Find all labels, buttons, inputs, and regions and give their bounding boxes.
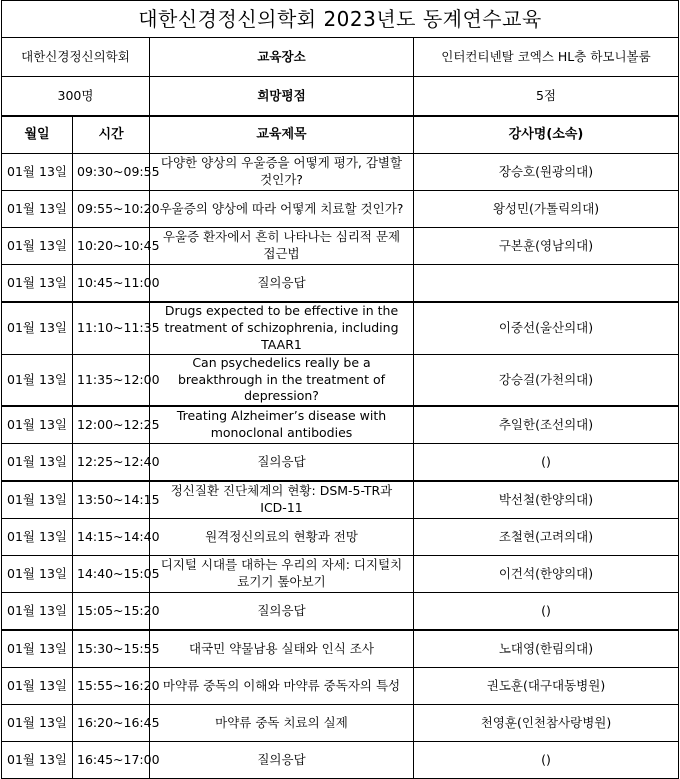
session-speaker: 천영훈(인천참사랑병원) (414, 705, 679, 742)
info-row-score (2, 77, 679, 117)
session-time: 10:45~11:00 (73, 265, 150, 303)
table-row (2, 630, 679, 668)
session-time: 10:20~10:45 (73, 228, 150, 265)
session-time: 09:30~09:55 (73, 154, 150, 191)
session-subject: 질의응답 (150, 265, 414, 303)
session-time: 16:20~16:45 (73, 705, 150, 742)
session-date: 01월 13일 (2, 354, 73, 406)
session-subject: 대국민 약물남용 실태와 인식 조사 (150, 630, 414, 668)
session-time: 09:55~10:20 (73, 191, 150, 228)
session-time: 13:50~14:15 (73, 481, 150, 519)
session-subject: 질의응답 (150, 742, 414, 779)
session-speaker: 박선철(한양의대) (414, 481, 679, 519)
session-date: 01월 13일 (2, 630, 73, 668)
header-time: 시간 (73, 116, 150, 154)
session-speaker: () (414, 444, 679, 482)
session-date: 01월 13일 (2, 481, 73, 519)
table-row (2, 519, 679, 556)
session-subject: 우울증 환자에서 흔히 나타나는 심리적 문제 접근법 (150, 228, 414, 265)
session-time: 11:35~12:00 (73, 354, 150, 406)
session-subject: 다양한 양상의 우울증을 어떻게 평가, 감별할 것인가? (150, 154, 414, 191)
session-subject: 디지털 시대를 대하는 우리의 자세: 디지털치료기기 톺아보기 (150, 556, 414, 593)
session-subject: 질의응답 (150, 444, 414, 482)
session-speaker: 추일한(조선의대) (414, 406, 679, 444)
table-row (2, 228, 679, 265)
venue-label: 교육장소 (150, 38, 414, 77)
session-time: 15:05~15:20 (73, 593, 150, 631)
session-date: 01월 13일 (2, 265, 73, 303)
header-row (2, 116, 679, 154)
header-speaker: 강사명(소속) (414, 116, 679, 154)
session-subject: 마약류 중독 치료의 실제 (150, 705, 414, 742)
table-row (2, 444, 679, 482)
session-date: 01월 13일 (2, 228, 73, 265)
table-row (2, 742, 679, 779)
session-date: 01월 13일 (2, 191, 73, 228)
capacity: 300명 (2, 77, 150, 117)
session-date: 01월 13일 (2, 556, 73, 593)
table-row (2, 406, 679, 444)
session-date: 01월 13일 (2, 406, 73, 444)
header-subject: 교육제목 (150, 116, 414, 154)
table-row (2, 191, 679, 228)
session-time: 15:55~16:20 (73, 668, 150, 705)
session-subject: 마약류 중독의 이해와 마약류 중독자의 특성 (150, 668, 414, 705)
session-speaker: () (414, 593, 679, 631)
session-speaker: 노대영(한림의대) (414, 630, 679, 668)
session-subject: 원격정신의료의 현황과 전망 (150, 519, 414, 556)
session-subject: 우울증의 양상에 따라 어떻게 치료할 것인가? (150, 191, 414, 228)
session-date: 01월 13일 (2, 519, 73, 556)
session-speaker: 이건석(한양의대) (414, 556, 679, 593)
session-date: 01월 13일 (2, 593, 73, 631)
session-date: 01월 13일 (2, 742, 73, 779)
session-subject: Can psychedelics really be a breakthrough in the treatment of depression? (150, 354, 414, 406)
session-date: 01월 13일 (2, 705, 73, 742)
session-subject: 정신질환 진단체계의 현황: DSM-5-TR과 ICD-11 (150, 481, 414, 519)
header-date: 월일 (2, 116, 73, 154)
session-subject: 질의응답 (150, 593, 414, 631)
session-time: 14:40~15:05 (73, 556, 150, 593)
session-subject: Drugs expected to be effective in the treatment of schizophrenia, including TAAR1 (150, 302, 414, 354)
session-time: 12:00~12:25 (73, 406, 150, 444)
table-row (2, 705, 679, 742)
session-speaker: 권도훈(대구대동병원) (414, 668, 679, 705)
session-speaker: 조철현(고려의대) (414, 519, 679, 556)
session-time: 12:25~12:40 (73, 444, 150, 482)
table-row (2, 668, 679, 705)
session-speaker: 왕성민(가톨릭의대) (414, 191, 679, 228)
session-speaker: 장승호(원광의대) (414, 154, 679, 191)
session-speaker: 강승걸(가천의대) (414, 354, 679, 406)
session-date: 01월 13일 (2, 154, 73, 191)
session-date: 01월 13일 (2, 444, 73, 482)
schedule-table (1, 0, 679, 779)
score-label: 희망평점 (150, 77, 414, 117)
venue-value: 인터컨티넨탈 코엑스 HL층 하모니볼룸 (414, 38, 679, 77)
score-value: 5점 (414, 77, 679, 117)
table-row (2, 354, 679, 406)
session-time: 16:45~17:00 (73, 742, 150, 779)
session-time: 15:30~15:55 (73, 630, 150, 668)
title-row (2, 1, 679, 38)
table-row (2, 593, 679, 631)
session-time: 14:15~14:40 (73, 519, 150, 556)
session-speaker (414, 265, 679, 303)
table-row (2, 302, 679, 354)
session-date: 01월 13일 (2, 302, 73, 354)
session-time: 11:10~11:35 (73, 302, 150, 354)
table-row (2, 265, 679, 303)
session-speaker: () (414, 742, 679, 779)
info-row-venue (2, 38, 679, 77)
document-title: 대한신경정신의학회 2023년도 동계연수교육 (2, 1, 679, 38)
table-row (2, 481, 679, 519)
session-speaker: 구본훈(영남의대) (414, 228, 679, 265)
session-subject: Treating Alzheimer’s disease with monoclonal antibodies (150, 406, 414, 444)
table-row (2, 556, 679, 593)
session-date: 01월 13일 (2, 668, 73, 705)
session-speaker: 이중선(울산의대) (414, 302, 679, 354)
organizer: 대한신경정신의학회 (2, 38, 150, 77)
table-row (2, 154, 679, 191)
